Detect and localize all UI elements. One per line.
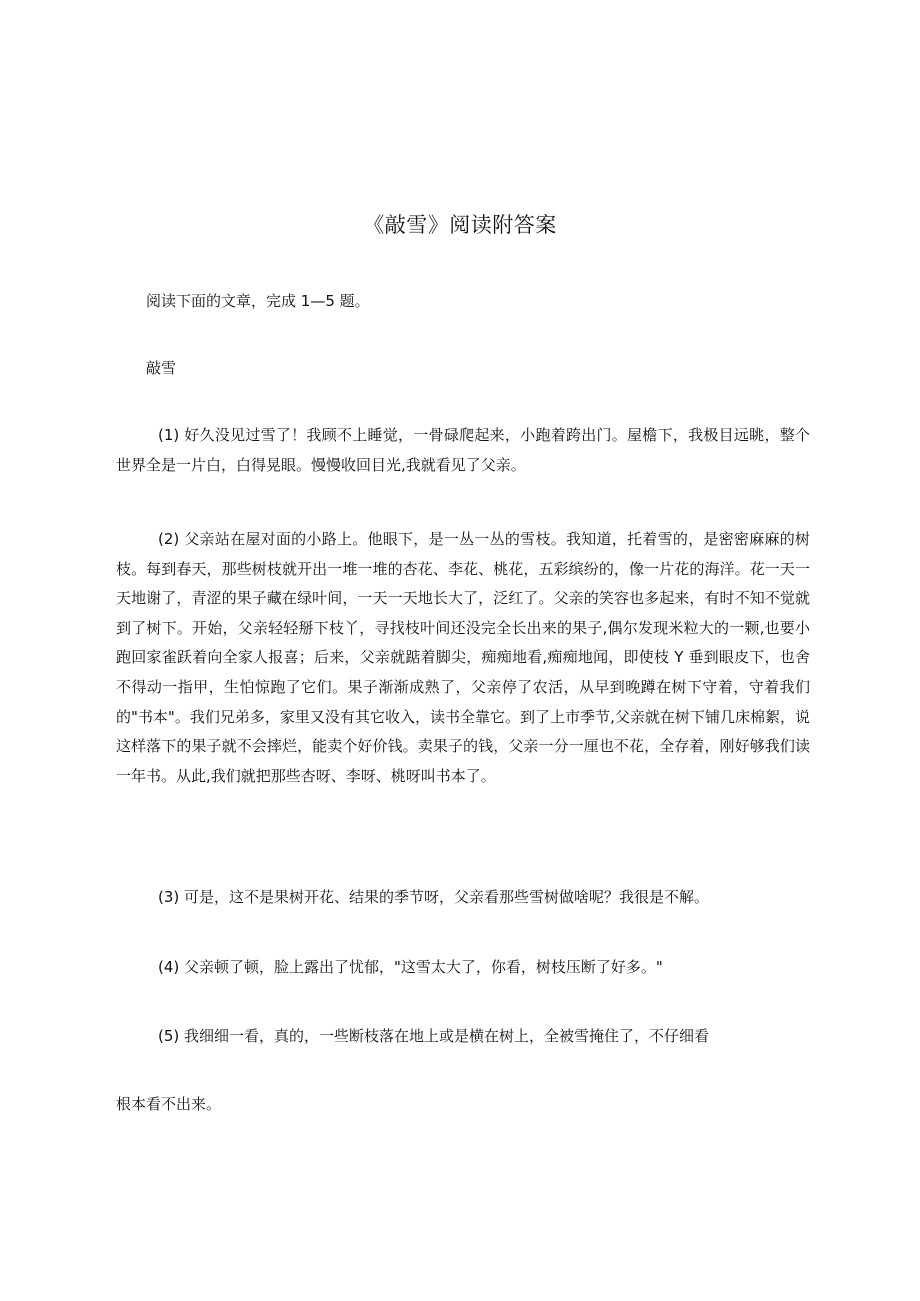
reading-instruction: 阅读下面的文章，完成 1—5 题。 <box>146 292 370 310</box>
article-title: 敲雪 <box>146 359 177 377</box>
document-title: 《敲雪》阅读附答案 <box>363 213 557 237</box>
paragraph-3: (3) 可是，这不是果树开花、结果的季节呀，父亲看那些雪树做啥呢？我很是不解。 <box>158 888 710 906</box>
paragraph-5-continuation: 根本看不出来。 <box>116 1095 222 1113</box>
paragraph-2: (2) 父亲站在屋对面的小路上。他眼下，是一丛一丛的雪枝。我知道，托着雪的，是密密麻麻的树枝。每到春天，那些树枝就开出一堆一堆的杏花、李花、桃花，五彩缤纷的，像一片花的海洋。花一天一天地谢了，青涩的果子藏在绿叶间，一天一天地长大了，泛红了。父亲的笑容也多起来，有时不知不觉就到了树下。开始，父亲轻轻掰下枝丫，寻找枝叶间还没完全长出来的果子,偶尔发现米粒大的一颗,也要小跑回家雀跃着向全家人报喜；后来，父亲就踮着脚尖，痴痴地看,痴痴地闻，即使枝 Y 垂到眼皮下，也舍不得动一指甲，生怕惊跑了它们。果子渐渐成熟了，父亲停了农活，从早到晚蹲在树下守着，守着我们的"书本"。我们兄弟多，家里又没有其它收入，读书全靠它。到了上市季节,父亲就在树下铺几床棉絮，说这样落下的果子就不会摔烂，能卖个好价钱。卖果子的钱，父亲一分一厘也不花，全存着，刚好够我们读一年书。从此,我们就把那些杏呀、李呀、桃呀叫书本了。 <box>116 530 810 785</box>
paragraph-1: (1) 好久没见过雪了！我顾不上睡觉，一骨碌爬起来，小跑着跨出门。屋檐下，我极目远眺，整个世界全是一片白，白得晃眼。慢慢收回目光,我就看见了父亲。 <box>116 426 810 474</box>
paragraph-4: (4) 父亲顿了顿，脸上露出了忧郁，"这雪太大了，你看，树枝压断了好多。" <box>158 958 663 976</box>
paragraph-5: (5) 我细细一看，真的，一些断枝落在地上或是横在树上，全被雪掩住了，不仔细看 <box>158 1027 710 1045</box>
